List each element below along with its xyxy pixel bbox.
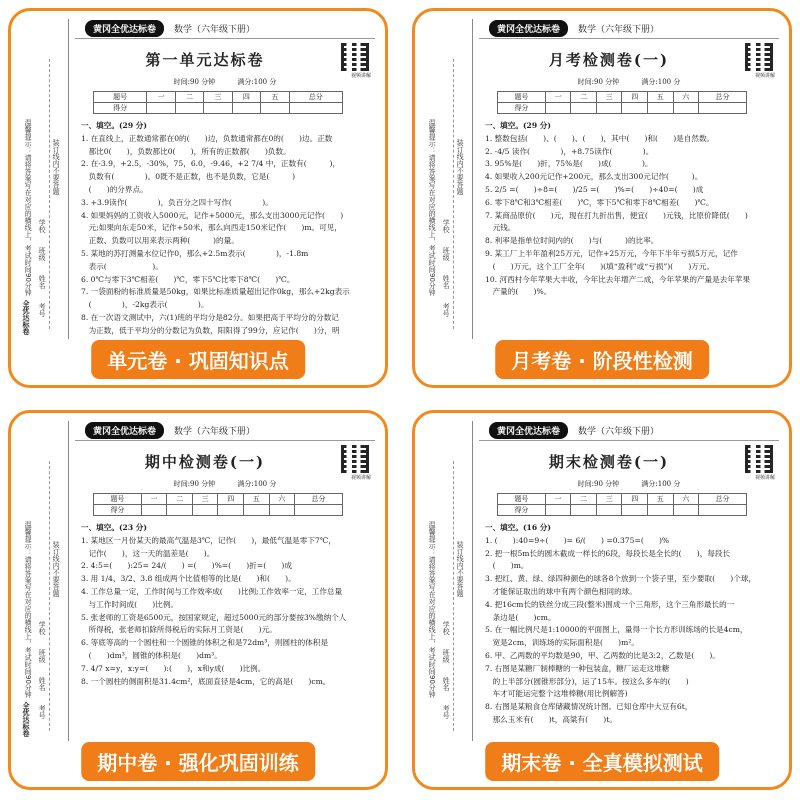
question-line: 那么玉米有( )t，高粱有( )t。: [485, 714, 617, 724]
question-line: 3. +3.9读作( )，负百分之四十写作( )。: [81, 197, 273, 207]
question-line: 4. 如果收入200元记作+200元，那么支出300元记作( )。: [485, 172, 703, 182]
score-cell: [295, 505, 343, 516]
question-line: 4. 把16cm长的铁丝分成三段(整米)围成一个三角形，这个三角形最长的一: [485, 599, 735, 609]
score-header-cell: 题号: [498, 494, 546, 505]
exam-meta: [479, 479, 779, 489]
question-line: 6. 零下8℃和3℃相差( )℃，零下5℃和零下8℃相差( )℃。: [485, 197, 714, 207]
score-header-cell: 五: [648, 92, 674, 103]
score-cell: [289, 103, 342, 114]
subject-label: 数学（六年级下册）: [174, 427, 256, 437]
exam-meta: [75, 479, 375, 489]
card-label-midterm[interactable]: 期中卷 · 强化巩固训练: [81, 742, 315, 781]
score-cell: [673, 103, 699, 114]
question-line: 6. 0℃与零下3℃相差( )℃，零下5℃比零下8℃( )℃。: [81, 274, 295, 284]
question-line: 8. 利率是指单位时间内的( )与( )的比率。: [485, 236, 659, 246]
margin-rules-text: 温馨提示：请将答案写在对应的横线上，考试时间90分钟: [428, 119, 437, 296]
score-cell: [545, 103, 571, 114]
exam-card-final[interactable]: [412, 410, 792, 790]
score-header-cell: 五: [261, 92, 289, 103]
exam-time: 时间:90 分钟: [173, 78, 216, 86]
binding-margin: [19, 421, 69, 741]
score-header-cell: 二: [571, 92, 597, 103]
question-line: 表示( )。: [81, 261, 163, 271]
question-list: [479, 114, 779, 299]
paper-header: [75, 19, 375, 39]
score-row-label: 得分: [498, 505, 546, 516]
score-cell: [218, 505, 244, 516]
question-line: 1. 在直线上，正数通常都在0的( )边，负数通常都在0的( )边。正数: [81, 133, 333, 143]
score-cell: [622, 103, 648, 114]
margin-brand-tag: 全优达标卷: [22, 702, 30, 737]
question-line: 产量的( )%。: [485, 287, 552, 297]
margin-binding-note: 装订线内不要答题: [456, 541, 465, 597]
score-cell: [232, 103, 260, 114]
score-header-cell: 总分: [295, 494, 343, 505]
question-line: 2. 在-3.9，+2.5，-30%，75，6.0，-9.46，+2 7/4 中，正数有( )，: [81, 159, 341, 169]
score-header-cell: 三: [596, 92, 622, 103]
score-row-label: 得分: [94, 103, 147, 114]
qr-code-icon[interactable]: [745, 43, 773, 71]
section-heading: 一、填空。(23 分): [81, 523, 147, 532]
question-line: 8. 在一次语文测试中，六(1)班的平均分是82分。如果把高于平均分的分数记: [81, 312, 339, 322]
score-header-cell: 一: [147, 92, 175, 103]
question-line: 1. 整数包括( )、( )、( )，其中( )和( )是自然数。: [485, 133, 715, 143]
exam-meta: [75, 77, 375, 87]
paper-title: 月考检测卷(一): [548, 51, 670, 69]
paper-header: [479, 421, 779, 441]
score-cell: [175, 103, 203, 114]
binding-margin: [19, 19, 69, 339]
binding-dashed-line: [453, 59, 454, 329]
score-cell: [699, 103, 747, 114]
question-line: 都比0( )，负数都比0( )，所有的正数都( )负数。: [81, 146, 291, 156]
score-header-cell: 题号: [498, 92, 546, 103]
qr-caption: 视频讲解: [754, 475, 775, 481]
subject-label: 数学（六年级下册）: [174, 25, 256, 35]
exam-paper-preview: [423, 421, 781, 741]
question-line: ( )万元，这个工厂全年( )(填“盈利”或“亏损”)( )万元。: [485, 261, 715, 271]
exam-full-score: 满分:100 分: [237, 480, 277, 488]
score-cell: [147, 103, 175, 114]
score-header-cell: 二: [571, 494, 597, 505]
paper-title: 期末检测卷(一): [548, 453, 670, 471]
margin-rules-text: 温馨提示：请将答案写在对应的横线上，考试时间90分钟: [428, 521, 437, 698]
score-header-cell: 六: [673, 92, 699, 103]
question-line: 为正数，低于平均分的分数记为负数，阳阳得了99分，应记作( )分，明: [81, 325, 340, 335]
question-line: 2. 把一根5m长的圆木截成一样长的6段，每段长是全长的( )，每段长: [485, 548, 731, 558]
question-line: 7. 某商品原价( )元，现在打九折出售，便宜( )元钱，比原价降低( ): [485, 210, 748, 220]
score-cell: [596, 103, 622, 114]
binding-margin: [423, 19, 473, 339]
exam-full-score: 满分:100 分: [237, 78, 277, 86]
exam-full-score: 满分:100 分: [641, 480, 681, 488]
question-line: ( )m。: [485, 561, 529, 571]
card-label-final[interactable]: 期末卷 · 全真模拟测试: [485, 742, 719, 781]
subject-label: 数学（六年级下册）: [578, 427, 660, 437]
margin-brand-tag: 全优达标卷: [22, 300, 30, 335]
section-heading: 一、填空。(29 分): [81, 121, 147, 130]
question-line: 7. 一袋面粉的标准质量是50kg，如果比标准质量超出记作0kg，那么+2kg表示: [81, 287, 350, 297]
score-cell: [648, 505, 674, 516]
paper-title: 第一单元达标卷: [145, 51, 265, 69]
question-line: 5. 在一幅比例尺是1:10000的平面图上，量得一个长方形训练场的长是4cm，: [485, 625, 748, 635]
exam-time: 时间:90 分钟: [577, 480, 620, 488]
question-line: 条边是( )cm。: [485, 612, 556, 622]
score-header-cell: 二: [167, 494, 193, 505]
question-line: 6. 等底等高的一个圆柱和一个圆锥的体积之和是72dm³，则圆柱的体积是: [81, 638, 329, 648]
qr-code-icon[interactable]: [341, 43, 369, 71]
score-table: [93, 493, 343, 516]
question-list: [75, 516, 375, 688]
section-heading: 一、填空。(16 分): [485, 523, 551, 532]
score-cell: [545, 505, 571, 516]
score-row-label: 得分: [498, 103, 546, 114]
exam-paper-preview: [19, 19, 377, 339]
question-line: 5. 张老师的工资是6500元，按国家规定，超过5000元的部分要按3%缴纳个人: [81, 612, 347, 622]
binding-dashed-line: [49, 59, 50, 329]
exam-card-unit[interactable]: [8, 8, 388, 388]
score-header-cell: 一: [545, 92, 571, 103]
score-cell: [673, 505, 699, 516]
brand-badge: 黄冈全优达标卷: [489, 20, 568, 37]
paper-header: [479, 19, 779, 39]
score-header-cell: 四: [232, 92, 260, 103]
qr-caption: 视频讲解: [754, 73, 775, 79]
question-line: 7. 4/7 x=y，x:y=( ):( )，x和y成( )比例。: [81, 663, 266, 673]
score-header-cell: 六: [673, 494, 699, 505]
margin-rules-text: 温馨提示：请将答案写在对应的横线上，考试时间90分钟: [24, 119, 33, 296]
question-line: 8. 一个圆柱的侧面积是31.4cm²，底面直径是4cm，它的高是( )cm。: [81, 676, 331, 686]
exam-time: 时间:90 分钟: [173, 480, 216, 488]
exam-paper-preview: [19, 421, 377, 741]
card-label-monthly[interactable]: 月考卷 · 阶段性检测: [495, 340, 709, 379]
margin-rules-text: 温馨提示：请将答案写在对应的横线上，考试时间90分钟: [24, 521, 33, 698]
exam-paper-preview: [423, 19, 781, 339]
question-line: 2. -4/5 读作( )，+8.75读作( )。: [485, 146, 654, 156]
score-header-cell: 总分: [699, 92, 747, 103]
question-line: 3. 用 1/4、3/2、3.8 组成两个比值相等的比是( )和( )。: [81, 574, 296, 584]
score-header-cell: 三: [192, 494, 218, 505]
question-line: 8. 右图是某粮食仓库储藏情况统计图。已知仓库中大豆有6t，: [485, 702, 693, 712]
margin-student-info: 学校 班级 姓名 考号: [442, 621, 451, 719]
exam-time: 时间:90 分钟: [577, 78, 620, 86]
question-line: 4. 工作总量一定，工作时间与工作效率成( )比例;工作效率一定，工作总量: [81, 586, 343, 596]
score-cell: [596, 505, 622, 516]
score-header-cell: 三: [204, 92, 232, 103]
score-header-cell: 总分: [289, 92, 342, 103]
score-cell: [269, 505, 295, 516]
binding-dashed-line: [453, 461, 454, 731]
exam-card-midterm[interactable]: [8, 410, 388, 790]
question-line: 6. 甲、乙两数的平均数是90，甲、乙两数的比是3:2，乙数是( )。: [485, 650, 720, 660]
exam-full-score: 满分:100 分: [641, 78, 681, 86]
question-line: 3. 95%是( )折，75%是( )成( )。: [485, 159, 653, 169]
score-header-cell: 三: [596, 494, 622, 505]
paper-title: 期中检测卷(一): [144, 453, 266, 471]
margin-binding-note: 装订线内不要答题: [52, 139, 61, 195]
brand-badge: 黄冈全优达标卷: [85, 422, 164, 439]
question-line: 10. 河西村今年苹果大丰收，今年比去年增产二成，今年苹果的产量是去年苹果: [485, 274, 751, 284]
score-header-cell: 题号: [94, 92, 147, 103]
score-header-cell: 题号: [94, 494, 142, 505]
question-line: 与工作时间成( )比例。: [81, 599, 179, 609]
question-list: [479, 516, 779, 727]
score-cell: [648, 103, 674, 114]
brand-badge: 黄冈全优达标卷: [85, 20, 164, 37]
question-line: ( )的分界点。: [81, 184, 148, 194]
margin-student-info: 学校 班级 姓名 考号: [38, 621, 47, 719]
score-header-cell: 总分: [699, 494, 747, 505]
score-header-cell: 四: [622, 494, 648, 505]
question-line: 3. 把红、黄、绿、绿四种颜色的球各8个放到一个袋子里，至少要取( )个球，: [485, 574, 757, 584]
question-line: 4. 如果妈妈的工资收入5000元，记作+5000元，那么支出3000元记作( ): [81, 210, 344, 220]
qr-code-icon[interactable]: [341, 445, 369, 473]
question-line: 9. 某工厂上半年盈利25万元，记作+25万元，今年下半年亏损5万元，记作: [485, 248, 738, 258]
paper-header: [75, 421, 375, 441]
score-cell: [192, 505, 218, 516]
score-cell: [571, 505, 597, 516]
question-line: 宽是2cm，训练场的实际面积是( )m²。: [485, 638, 639, 648]
margin-student-info: 学校 班级 姓名 考号: [38, 219, 47, 317]
exam-meta: [479, 77, 779, 87]
question-line: ( )，-2kg表示( )。: [81, 300, 209, 310]
binding-dashed-line: [49, 461, 50, 731]
score-header-cell: 六: [269, 494, 295, 505]
qr-caption: 视频讲解: [350, 475, 371, 481]
question-line: 元钱。: [485, 223, 516, 233]
question-line: 所得税，张老师扣除所得税后的实际月工资是( )元。: [81, 625, 277, 635]
question-line: 的上半部分(圆锥形部分)，运了15车。按这么多车的( ): [485, 676, 689, 686]
qr-code-icon[interactable]: [745, 445, 773, 473]
question-list: [75, 114, 375, 338]
margin-student-info: 学校 班级 姓名 考号: [442, 219, 451, 317]
question-line: 记作( )，这一天的温差是( )。: [81, 548, 215, 558]
section-heading: 一、填空。(29 分): [485, 121, 551, 130]
score-table: [93, 91, 343, 114]
question-line: 负数有( )。0既不是正数，也不是负数，它是( ): [81, 172, 296, 182]
score-cell: [571, 103, 597, 114]
brand-badge: 黄冈全优达标卷: [489, 422, 568, 439]
score-cell: [204, 103, 232, 114]
score-cell: [261, 103, 289, 114]
score-header-cell: 五: [648, 494, 674, 505]
score-cell: [244, 505, 270, 516]
score-header-cell: 一: [141, 494, 167, 505]
exam-card-monthly[interactable]: [412, 8, 792, 388]
score-header-cell: 四: [218, 494, 244, 505]
question-line: 正数、负数可以用来表示两种( )的量。: [81, 236, 239, 246]
margin-binding-note: 装订线内不要答题: [52, 541, 61, 597]
question-line: 5. 某地的苏打测量水位记作0，那么+2.5m表示( )，-1.8m: [81, 248, 309, 258]
question-line: 1. ( ):40=9÷( )= 6/( ) =0.375=( )%: [485, 535, 670, 545]
question-line: ( )dm³，圆锥的体积是( )dm³。: [81, 650, 222, 660]
score-header-cell: 一: [545, 494, 571, 505]
score-header-cell: 二: [175, 92, 203, 103]
question-line: 才能保证取出的球中有两个颜色相同的球。: [485, 586, 637, 596]
question-line: 7. 右图是某糖厂制棒糖的一种包装盒，糖厂运走这堆糖: [485, 663, 670, 673]
question-line: 元;如果向东走50米，记作+50米，那么向西走150米记作( )m。可见，: [81, 223, 342, 233]
subject-label: 数学（六年级下册）: [578, 25, 660, 35]
question-line: 5. 2/5 =( )÷8=( )/25 =( )%=( )÷40=( )成: [485, 184, 704, 194]
binding-margin: [423, 421, 473, 741]
score-table: [497, 493, 747, 516]
score-cell: [699, 505, 747, 516]
score-cell: [167, 505, 193, 516]
margin-binding-note: 装订线内不要答题: [456, 139, 465, 195]
score-table: [497, 91, 747, 114]
question-line: 车才可能运完整个这堆棒糖(用比例解答): [485, 689, 628, 699]
score-header-cell: 五: [244, 494, 270, 505]
card-label-unit[interactable]: 单元卷 · 巩固知识点: [91, 340, 305, 379]
score-cell: [141, 505, 167, 516]
question-line: 1. 某地区一月份某天的最高气温是3℃，记作( )，最低气温是零下7℃，: [81, 535, 336, 545]
question-line: 2. 4:5=( ):25= 24/( ) =( )%=( )折=( )成: [81, 561, 292, 571]
qr-caption: 视频讲解: [350, 73, 371, 79]
score-header-cell: 四: [622, 92, 648, 103]
score-row-label: 得分: [94, 505, 142, 516]
score-cell: [622, 505, 648, 516]
